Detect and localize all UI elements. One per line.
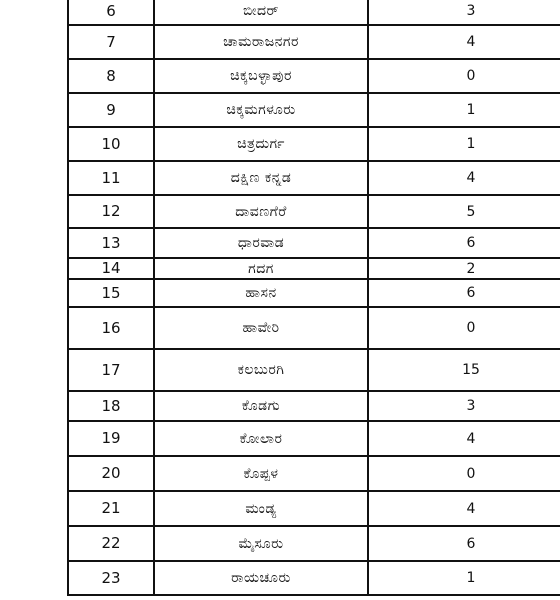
table-row (68, 391, 560, 421)
table-row (68, 161, 560, 195)
row-number-cell: 9 (68, 93, 154, 127)
row-number-cell: 20 (68, 456, 154, 491)
table-row (68, 228, 560, 258)
table-row (68, 258, 560, 279)
district-name-cell: ಹಾಸನ (154, 279, 368, 307)
table-row (68, 279, 560, 307)
row-number-cell: 23 (68, 561, 154, 595)
row-number-cell: 21 (68, 491, 154, 526)
row-number-cell: 12 (68, 195, 154, 228)
district-name-cell: ಕಲಬುರಗಿ (154, 349, 368, 391)
table-row (68, 421, 560, 456)
row-number-cell: 22 (68, 526, 154, 561)
district-count-table (67, 0, 560, 596)
count-cell: 3 (368, 391, 560, 421)
count-cell: 1 (368, 93, 560, 127)
row-number-cell: 7 (68, 25, 154, 59)
count-cell: 4 (368, 491, 560, 526)
table-row (68, 526, 560, 561)
count-cell: 6 (368, 526, 560, 561)
table-row (68, 0, 560, 25)
count-cell: 0 (368, 307, 560, 349)
district-name-cell: ಹಾವೇರಿ (154, 307, 368, 349)
row-number-cell: 10 (68, 127, 154, 161)
count-cell: 0 (368, 59, 560, 93)
table-row (68, 93, 560, 127)
count-cell: 6 (368, 279, 560, 307)
table-row (68, 561, 560, 595)
table-row (68, 491, 560, 526)
count-cell: 6 (368, 228, 560, 258)
count-cell: 0 (368, 456, 560, 491)
row-number-cell: 8 (68, 59, 154, 93)
district-name-cell: ಕೊಡಗು (154, 391, 368, 421)
row-number-cell: 6 (68, 0, 154, 25)
table-row (68, 456, 560, 491)
district-name-cell: ದಕ್ಷಿಣ ಕನ್ನಡ (154, 161, 368, 195)
district-name-cell: ಕೋಲಾರ (154, 421, 368, 456)
district-name-cell: ಬೀದರ್ (154, 0, 368, 25)
district-name-cell: ದಾವಣಗೆರೆ (154, 195, 368, 228)
district-name-cell: ಕೊಪ್ಪಳ (154, 456, 368, 491)
count-cell: 2 (368, 258, 560, 279)
row-number-cell: 14 (68, 258, 154, 279)
table-row (68, 25, 560, 59)
count-cell: 1 (368, 127, 560, 161)
count-cell: 15 (368, 349, 560, 391)
row-number-cell: 15 (68, 279, 154, 307)
district-name-cell: ಚಾಮರಾಜನಗರ (154, 25, 368, 59)
count-cell: 5 (368, 195, 560, 228)
count-cell: 4 (368, 25, 560, 59)
count-cell: 3 (368, 0, 560, 25)
table-row (68, 59, 560, 93)
row-number-cell: 18 (68, 391, 154, 421)
row-number-cell: 16 (68, 307, 154, 349)
count-cell: 4 (368, 421, 560, 456)
row-number-cell: 19 (68, 421, 154, 456)
district-name-cell: ಚಿಕ್ಕಮಗಳೂರು (154, 93, 368, 127)
row-number-cell: 13 (68, 228, 154, 258)
table-row (68, 195, 560, 228)
district-name-cell: ಚಿತ್ರದುರ್ಗ (154, 127, 368, 161)
table-row (68, 349, 560, 391)
row-number-cell: 11 (68, 161, 154, 195)
district-name-cell: ಮಂಡ್ಯ (154, 491, 368, 526)
table-row (68, 307, 560, 349)
table-row (68, 127, 560, 161)
district-name-cell: ರಾಯಚೂರು (154, 561, 368, 595)
district-name-cell: ಮೈಸೂರು (154, 526, 368, 561)
district-name-cell: ಗದಗ (154, 258, 368, 279)
district-name-cell: ಚಿಕ್ಕಬಳ್ಳಾಪುರ (154, 59, 368, 93)
count-cell: 1 (368, 561, 560, 595)
row-number-cell: 17 (68, 349, 154, 391)
count-cell: 4 (368, 161, 560, 195)
district-name-cell: ಧಾರವಾಡ (154, 228, 368, 258)
